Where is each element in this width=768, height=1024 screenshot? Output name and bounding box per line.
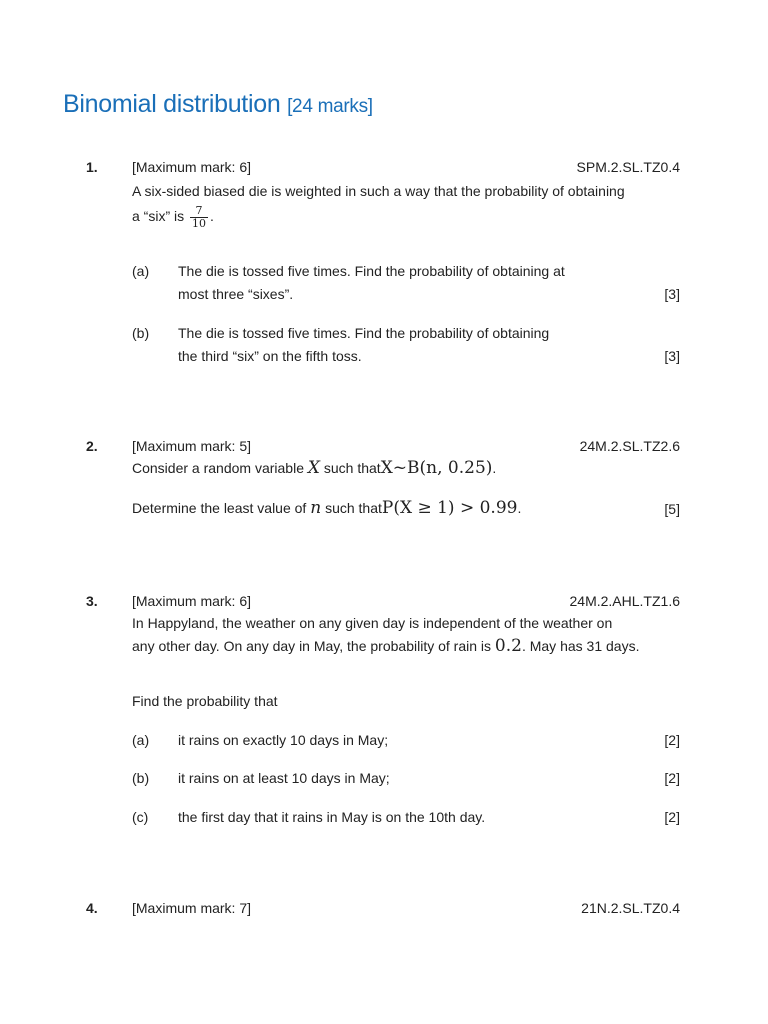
text: such that <box>323 460 381 476</box>
text-end: . <box>517 500 522 516</box>
part-text-line2: most three “sixes”. <box>178 286 294 302</box>
part-text: The die is tossed five times. Find the probability of obtaining at <box>178 263 565 279</box>
part-marks: [2] <box>664 770 680 786</box>
fraction <box>190 205 208 230</box>
question-intro: Find the probability that <box>132 693 278 709</box>
question-code: SPM.2.SL.TZ0.4 <box>576 159 680 175</box>
text: any other day. On any day in May, the probability of rain is <box>132 638 492 654</box>
part-marks: [3] <box>664 348 680 364</box>
fraction-denominator: 10 <box>192 217 207 230</box>
question-marks: [5] <box>664 501 680 517</box>
question-text: In Happyland, the weather on any given day is independent of the weather on <box>132 615 613 631</box>
math-probability: 0.2 <box>494 636 522 656</box>
part-text: The die is tossed five times. Find the probability of obtaining <box>178 325 550 341</box>
max-mark: [Maximum mark: 7] <box>132 900 252 916</box>
text: . May has 31 days. <box>521 638 640 654</box>
part-marks: [2] <box>664 809 680 825</box>
question-text-line2 <box>132 637 639 655</box>
max-mark: [Maximum mark: 5] <box>132 438 252 454</box>
part-text: the first day that it rains in May is on the 10th day. <box>178 809 486 825</box>
question-text <box>132 499 521 517</box>
part-label: (a) <box>132 732 150 748</box>
math-distribution: X~B(n, 0.25) <box>380 458 493 478</box>
question-code: 21N.2.SL.TZ0.4 <box>581 900 680 916</box>
part-label: (b) <box>132 325 150 341</box>
math-variable-n: n <box>310 498 322 518</box>
text: a “six” is <box>132 208 185 225</box>
question-number: 2. <box>86 438 98 454</box>
math-inequality: P(X ≥ 1) > 0.99 <box>381 498 518 518</box>
fraction-numerator: 7 <box>190 205 208 218</box>
part-marks: [2] <box>664 732 680 748</box>
part-label: (a) <box>132 263 150 279</box>
part-text-line2: the third “six” on the fifth toss. <box>178 348 362 364</box>
part-label: (b) <box>132 770 150 786</box>
text: Consider a random variable <box>132 460 304 476</box>
question-code: 24M.2.SL.TZ2.6 <box>579 438 680 454</box>
question-text-line2 <box>132 205 214 230</box>
max-mark: [Maximum mark: 6] <box>132 159 252 175</box>
text-end: . <box>210 208 214 225</box>
question-number: 3. <box>86 593 98 609</box>
text: Determine the least value of <box>132 500 307 516</box>
part-text: it rains on at least 10 days in May; <box>178 770 390 786</box>
part-marks: [3] <box>664 286 680 302</box>
text-end: . <box>492 460 497 476</box>
question-number: 1. <box>86 159 98 175</box>
part-text: it rains on exactly 10 days in May; <box>178 732 389 748</box>
question-number: 4. <box>86 900 98 916</box>
title-marks: [24 marks] <box>287 96 373 117</box>
title-main: Binomial distribution <box>63 90 281 118</box>
text: such that <box>325 500 382 516</box>
math-variable-x: X <box>307 458 320 478</box>
question-text: A six-sided biased die is weighted in such a way that the probability of obtaining <box>132 183 625 199</box>
part-label: (c) <box>132 809 149 825</box>
page-title <box>63 90 373 119</box>
question-text <box>132 459 496 477</box>
max-mark: [Maximum mark: 6] <box>132 593 252 609</box>
question-code: 24M.2.AHL.TZ1.6 <box>569 593 680 609</box>
